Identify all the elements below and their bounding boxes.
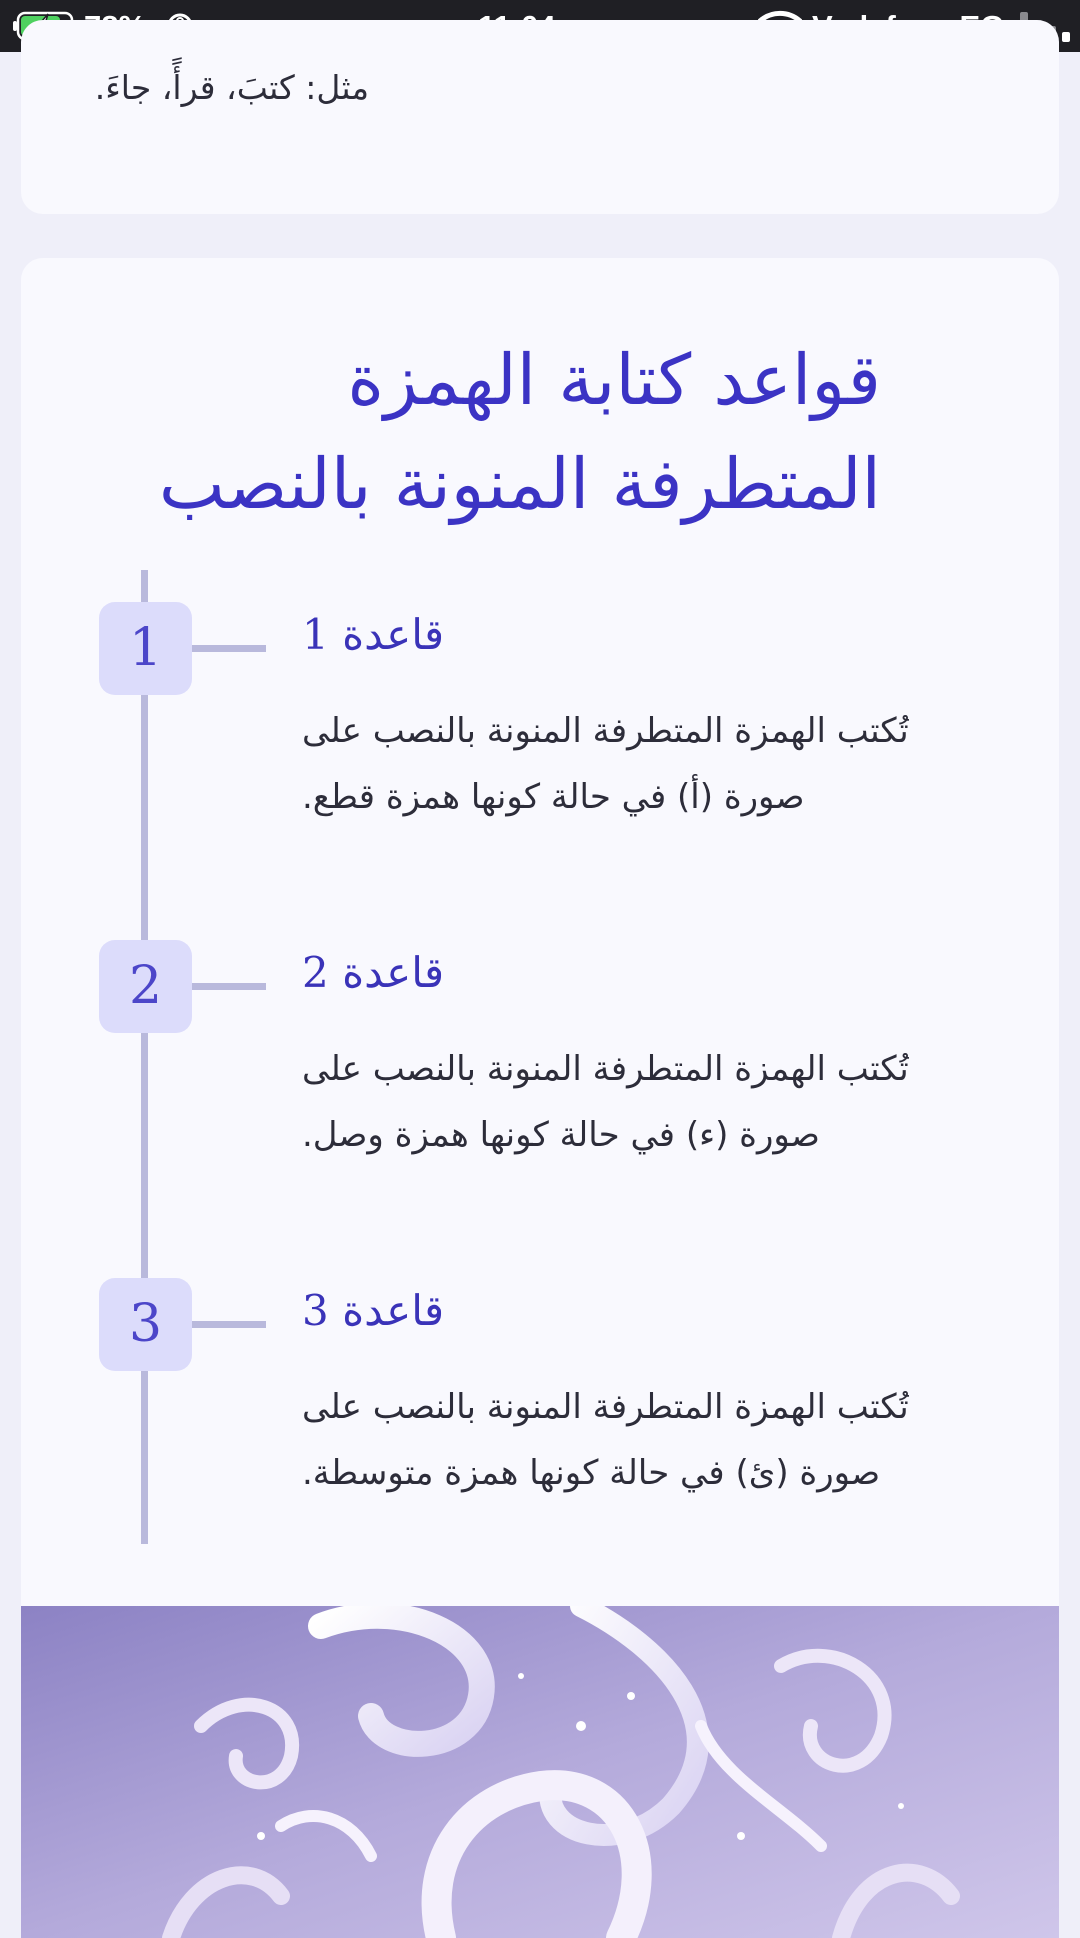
rule-item bbox=[21, 602, 1059, 902]
rule-item bbox=[21, 940, 1059, 1240]
timeline-connector bbox=[192, 645, 266, 652]
decorative-calligraphy-image bbox=[21, 1606, 1059, 1938]
rule-item bbox=[21, 1278, 1059, 1578]
rule-number-badge: 1 bbox=[99, 602, 192, 695]
example-text: مثل: كتبَ، قرأً، جاءَ. bbox=[94, 68, 369, 107]
rule-number-badge: 3 bbox=[99, 1278, 192, 1371]
rule-number-badge: 2 bbox=[99, 940, 192, 1033]
timeline-connector bbox=[192, 983, 266, 990]
rule-title: قاعدة 1 bbox=[302, 610, 445, 659]
section-title: قواعد كتابة الهمزة المتطرفة المنونة بالنصب bbox=[158, 339, 881, 525]
rules-section-card bbox=[21, 258, 1059, 1938]
timeline-connector bbox=[192, 1321, 266, 1328]
rule-text: تُكتب الهمزة المتطرفة المنونة بالنصب على صورة (أ) في حالة كونها همزة قطع. bbox=[302, 711, 909, 817]
rule-text: تُكتب الهمزة المتطرفة المنونة بالنصب على صورة (ئ) في حالة كونها همزة متوسطة. bbox=[302, 1387, 909, 1493]
rule-title: قاعدة 2 bbox=[302, 948, 445, 997]
rule-text: تُكتب الهمزة المتطرفة المنونة بالنصب على صورة (ء) في حالة كونها همزة وصل. bbox=[302, 1049, 909, 1155]
rule-title: قاعدة 3 bbox=[302, 1286, 445, 1335]
previous-section-card bbox=[21, 20, 1059, 214]
